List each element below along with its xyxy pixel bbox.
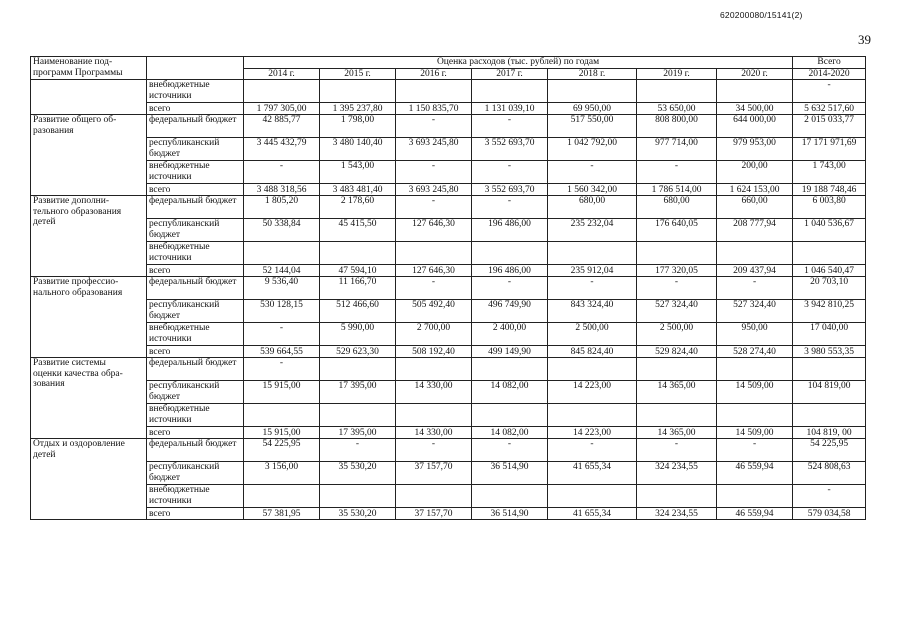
year-value xyxy=(244,485,320,508)
year-value: 508 192,40 xyxy=(396,346,472,358)
year-value: - xyxy=(548,161,637,184)
year-value: 235 232,04 xyxy=(548,219,637,242)
year-value xyxy=(717,80,793,103)
table-row xyxy=(31,485,866,508)
funding-source: республиканский бюджет xyxy=(147,381,244,404)
year-value: - xyxy=(472,196,548,219)
year-value: 3 156,00 xyxy=(244,462,320,485)
year-value xyxy=(637,404,717,427)
table-row xyxy=(31,138,866,161)
year-value: 196 486,00 xyxy=(472,219,548,242)
funding-source: внебюджетные источники xyxy=(147,485,244,508)
table-row xyxy=(31,462,866,485)
year-value: 3 445 432,79 xyxy=(244,138,320,161)
year-value: 845 824,40 xyxy=(548,346,637,358)
year-value: 14 509,00 xyxy=(717,427,793,439)
year-value: 680,00 xyxy=(637,196,717,219)
funding-source: всего xyxy=(147,265,244,277)
table-row xyxy=(31,508,866,520)
year-value: 2 500,00 xyxy=(637,323,717,346)
year-value: 14 365,00 xyxy=(637,381,717,404)
funding-source: всего xyxy=(147,508,244,520)
year-value: 54 225,95 xyxy=(244,439,320,462)
year-value xyxy=(396,358,472,381)
year-value: 14 330,00 xyxy=(396,427,472,439)
table-row xyxy=(31,196,866,219)
year-value: - xyxy=(637,161,717,184)
year-value: - xyxy=(396,439,472,462)
year-value: - xyxy=(396,277,472,300)
year-value: 47 594,10 xyxy=(320,265,396,277)
year-value: 680,00 xyxy=(548,196,637,219)
year-value: 127 646,30 xyxy=(396,219,472,242)
year-value: 2 400,00 xyxy=(472,323,548,346)
year-value: 527 324,40 xyxy=(637,300,717,323)
year-value xyxy=(320,358,396,381)
row-total: 104 819,00 xyxy=(793,381,866,404)
year-value: 529 824,40 xyxy=(637,346,717,358)
funding-table xyxy=(30,56,866,520)
year-value: 69 950,00 xyxy=(548,103,637,115)
funding-source: федеральный бюджет xyxy=(147,277,244,300)
year-value: 176 640,05 xyxy=(637,219,717,242)
year-value xyxy=(472,80,548,103)
year-value: 530 128,15 xyxy=(244,300,320,323)
row-total xyxy=(793,242,866,265)
table-row xyxy=(31,80,866,103)
year-value xyxy=(244,242,320,265)
table-row xyxy=(31,346,866,358)
year-value: 17 395,00 xyxy=(320,381,396,404)
row-total: 3 942 810,25 xyxy=(793,300,866,323)
year-value: 1 786 514,00 xyxy=(637,184,717,196)
year-header: 2017 г. xyxy=(472,68,548,80)
table-row xyxy=(31,323,866,346)
year-value: 14 223,00 xyxy=(548,381,637,404)
year-value: 14 365,00 xyxy=(637,427,717,439)
program-name: Развитие дополни- тельного образования детей xyxy=(31,196,147,277)
year-value: 235 912,04 xyxy=(548,265,637,277)
row-total: 20 703,10 xyxy=(793,277,866,300)
year-value: 15 915,00 xyxy=(244,427,320,439)
row-total: 19 188 748,46 xyxy=(793,184,866,196)
row-total: 17 171 971,69 xyxy=(793,138,866,161)
table-row xyxy=(31,427,866,439)
year-value: 3 552 693,70 xyxy=(472,138,548,161)
year-value xyxy=(548,485,637,508)
year-value: - xyxy=(548,277,637,300)
funding-source: внебюджетные источники xyxy=(147,80,244,103)
table-row xyxy=(31,219,866,242)
year-value xyxy=(320,404,396,427)
table-row xyxy=(31,161,866,184)
year-value: 11 166,70 xyxy=(320,277,396,300)
row-total: - xyxy=(793,485,866,508)
funding-source: внебюджетные источники xyxy=(147,242,244,265)
year-value xyxy=(637,485,717,508)
year-value: 14 082,00 xyxy=(472,427,548,439)
year-value xyxy=(320,485,396,508)
year-value xyxy=(396,404,472,427)
year-value xyxy=(637,358,717,381)
table-row xyxy=(31,115,866,138)
year-value: 979 953,00 xyxy=(717,138,793,161)
funding-source: внебюджетные источники xyxy=(147,404,244,427)
year-value: 41 655,34 xyxy=(548,508,637,520)
year-value: - xyxy=(472,115,548,138)
funding-source: внебюджетные источники xyxy=(147,323,244,346)
year-value: 1 798,00 xyxy=(320,115,396,138)
year-value: 505 492,40 xyxy=(396,300,472,323)
year-value: - xyxy=(244,323,320,346)
year-value: - xyxy=(472,439,548,462)
year-value: 34 500,00 xyxy=(717,103,793,115)
year-value: 517 550,00 xyxy=(548,115,637,138)
row-total: 2 015 033,77 xyxy=(793,115,866,138)
row-total: 524 808,63 xyxy=(793,462,866,485)
year-value: 539 664,55 xyxy=(244,346,320,358)
year-value xyxy=(472,358,548,381)
year-value: 1 560 342,00 xyxy=(548,184,637,196)
year-value: 53 650,00 xyxy=(637,103,717,115)
year-value: 1 543,00 xyxy=(320,161,396,184)
year-value: 5 990,00 xyxy=(320,323,396,346)
year-value: 37 157,70 xyxy=(396,508,472,520)
funding-source: республиканский бюджет xyxy=(147,462,244,485)
year-value: 46 559,94 xyxy=(717,508,793,520)
table-row xyxy=(31,381,866,404)
year-value xyxy=(244,80,320,103)
header-estimate: Оценка расходов (тыс. рублей) по годам xyxy=(244,57,793,69)
document-id: 620200080/15141(2) xyxy=(720,10,803,20)
year-value: 3 552 693,70 xyxy=(472,184,548,196)
year-value: 660,00 xyxy=(717,196,793,219)
year-value: 14 082,00 xyxy=(472,381,548,404)
program-name: Развитие общего об- разования xyxy=(31,115,147,196)
year-header: 2020 г. xyxy=(717,68,793,80)
year-value: - xyxy=(396,196,472,219)
table-row xyxy=(31,242,866,265)
total-period-header: 2014-2020 xyxy=(793,68,866,80)
year-value xyxy=(320,242,396,265)
year-value xyxy=(548,358,637,381)
year-value: 1 150 835,70 xyxy=(396,103,472,115)
year-value: 843 324,40 xyxy=(548,300,637,323)
year-value: 46 559,94 xyxy=(717,462,793,485)
table-row xyxy=(31,103,866,115)
year-value: 2 500,00 xyxy=(548,323,637,346)
funding-source: республиканский бюджет xyxy=(147,138,244,161)
year-value xyxy=(244,404,320,427)
row-total: 104 819, 00 xyxy=(793,427,866,439)
year-header: 2015 г. xyxy=(320,68,396,80)
year-value: 41 655,34 xyxy=(548,462,637,485)
year-value: 528 274,40 xyxy=(717,346,793,358)
table-row xyxy=(31,300,866,323)
year-value: 200,00 xyxy=(717,161,793,184)
program-name: Развитие профессио- нального образования xyxy=(31,277,147,358)
year-header: 2016 г. xyxy=(396,68,472,80)
year-value: 45 415,50 xyxy=(320,219,396,242)
funding-source: всего xyxy=(147,184,244,196)
year-value xyxy=(396,242,472,265)
funding-source: всего xyxy=(147,427,244,439)
year-value: 3 488 318,56 xyxy=(244,184,320,196)
year-value: 15 915,00 xyxy=(244,381,320,404)
year-value: 35 530,20 xyxy=(320,462,396,485)
row-total: 1 046 540,47 xyxy=(793,265,866,277)
year-value: 177 320,05 xyxy=(637,265,717,277)
year-value: 1 624 153,00 xyxy=(717,184,793,196)
year-value xyxy=(472,242,548,265)
program-name xyxy=(31,80,147,115)
row-total: 5 632 517,60 xyxy=(793,103,866,115)
row-total xyxy=(793,404,866,427)
year-value: - xyxy=(472,277,548,300)
year-value: 9 536,40 xyxy=(244,277,320,300)
year-value: - xyxy=(472,161,548,184)
year-value: - xyxy=(717,277,793,300)
funding-source: федеральный бюджет xyxy=(147,358,244,381)
year-value: 324 234,55 xyxy=(637,462,717,485)
year-value: 52 144,04 xyxy=(244,265,320,277)
program-name: Развитие системы оценки качества обра- зования xyxy=(31,358,147,439)
year-value xyxy=(717,485,793,508)
year-value: 1 797 305,00 xyxy=(244,103,320,115)
header-total: Всего xyxy=(793,57,866,69)
row-total xyxy=(793,358,866,381)
table-row xyxy=(31,277,866,300)
year-value: 14 509,00 xyxy=(717,381,793,404)
year-value xyxy=(717,404,793,427)
year-value: 14 330,00 xyxy=(396,381,472,404)
year-value: 950,00 xyxy=(717,323,793,346)
year-value: 57 381,95 xyxy=(244,508,320,520)
year-value: 35 530,20 xyxy=(320,508,396,520)
year-value xyxy=(548,80,637,103)
year-value: 529 623,30 xyxy=(320,346,396,358)
year-header: 2014 г. xyxy=(244,68,320,80)
year-value xyxy=(548,242,637,265)
year-value: 42 885,77 xyxy=(244,115,320,138)
year-value: 1 042 792,00 xyxy=(548,138,637,161)
year-value: 127 646,30 xyxy=(396,265,472,277)
page-number: 39 xyxy=(858,32,871,47)
header-source xyxy=(147,57,244,80)
table-row xyxy=(31,265,866,277)
year-value: 209 437,94 xyxy=(717,265,793,277)
year-value xyxy=(548,404,637,427)
year-value xyxy=(717,358,793,381)
program-name-label: Наименование под- программ Программы xyxy=(33,57,123,78)
year-value: 496 749,90 xyxy=(472,300,548,323)
year-header: 2019 г. xyxy=(637,68,717,80)
row-total: 1 743,00 xyxy=(793,161,866,184)
year-value xyxy=(637,242,717,265)
year-value xyxy=(396,80,472,103)
year-value: 527 324,40 xyxy=(717,300,793,323)
year-value: 3 480 140,40 xyxy=(320,138,396,161)
row-total: - xyxy=(793,80,866,103)
year-value: - xyxy=(396,161,472,184)
year-value: - xyxy=(244,358,320,381)
row-total: 54 225,95 xyxy=(793,439,866,462)
year-value: - xyxy=(637,277,717,300)
funding-source: федеральный бюджет xyxy=(147,196,244,219)
year-value: 2 178,60 xyxy=(320,196,396,219)
table-row xyxy=(31,439,866,462)
year-value: 50 338,84 xyxy=(244,219,320,242)
year-value: - xyxy=(244,161,320,184)
year-value: 324 234,55 xyxy=(637,508,717,520)
year-value xyxy=(637,80,717,103)
year-value xyxy=(396,485,472,508)
year-value xyxy=(320,80,396,103)
table-row xyxy=(31,184,866,196)
year-value xyxy=(472,404,548,427)
year-value: - xyxy=(717,439,793,462)
year-value: 977 714,00 xyxy=(637,138,717,161)
year-value: 3 483 481,40 xyxy=(320,184,396,196)
row-total: 17 040,00 xyxy=(793,323,866,346)
year-value: 499 149,90 xyxy=(472,346,548,358)
year-value: 196 486,00 xyxy=(472,265,548,277)
year-value: 644 000,00 xyxy=(717,115,793,138)
row-total: 1 040 536,67 xyxy=(793,219,866,242)
year-value: 1 131 039,10 xyxy=(472,103,548,115)
year-header: 2018 г. xyxy=(548,68,637,80)
header-program-name xyxy=(31,57,147,80)
year-value: 14 223,00 xyxy=(548,427,637,439)
year-value: - xyxy=(637,439,717,462)
year-value: 17 395,00 xyxy=(320,427,396,439)
year-value: 208 777,94 xyxy=(717,219,793,242)
funding-source: республиканский бюджет xyxy=(147,219,244,242)
funding-source: всего xyxy=(147,346,244,358)
year-value: 36 514,90 xyxy=(472,462,548,485)
year-value: 808 800,00 xyxy=(637,115,717,138)
row-total: 579 034,58 xyxy=(793,508,866,520)
year-value: 1 805,20 xyxy=(244,196,320,219)
funding-source: федеральный бюджет xyxy=(147,439,244,462)
year-value: 3 693 245,80 xyxy=(396,138,472,161)
year-value: - xyxy=(548,439,637,462)
year-value: 1 395 237,80 xyxy=(320,103,396,115)
funding-source: внебюджетные источники xyxy=(147,161,244,184)
year-value xyxy=(717,242,793,265)
year-value xyxy=(472,485,548,508)
year-value: 512 466,60 xyxy=(320,300,396,323)
row-total: 6 003,80 xyxy=(793,196,866,219)
funding-source: республиканский бюджет xyxy=(147,300,244,323)
table-row xyxy=(31,404,866,427)
program-name: Отдых и оздоровление детей xyxy=(31,439,147,520)
table-row xyxy=(31,358,866,381)
year-value: 37 157,70 xyxy=(396,462,472,485)
year-value: 36 514,90 xyxy=(472,508,548,520)
funding-source: федеральный бюджет xyxy=(147,115,244,138)
funding-source: всего xyxy=(147,103,244,115)
year-value: - xyxy=(396,115,472,138)
year-value: 2 700,00 xyxy=(396,323,472,346)
year-value: 3 693 245,80 xyxy=(396,184,472,196)
year-value: - xyxy=(320,439,396,462)
row-total: 3 980 553,35 xyxy=(793,346,866,358)
